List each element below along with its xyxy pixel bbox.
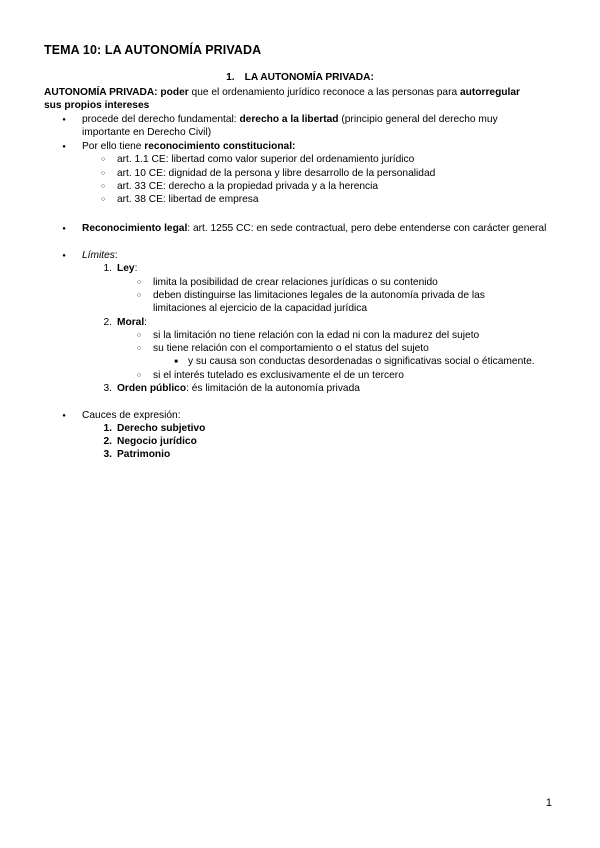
bullet-circle-icon: [134, 329, 144, 343]
list-item: art. 38 CE: libertad de empresa: [117, 194, 259, 205]
limite-label: Moral: [117, 317, 145, 328]
bullet-circle-icon: [98, 167, 108, 181]
list-item: y su causa son conductas desordenadas o significativas social o éticamente.: [188, 356, 535, 367]
list-number: 3.: [103, 449, 112, 460]
section-heading: [0, 72, 600, 83]
intro-text: que el ordenamiento jurídico reconoce a las personas para: [188, 87, 460, 98]
list-item: Derecho subjetivo: [117, 423, 206, 434]
bullet-disc-icon: [59, 222, 69, 237]
bullet-circle-icon: [98, 153, 108, 167]
intro-emphasis: autorregular: [459, 87, 520, 98]
bullet-limites: [82, 249, 118, 262]
bullet-disc-icon: [59, 113, 69, 128]
intro-term: AUTONOMÍA PRIVADA: poder: [44, 87, 189, 98]
list-number: 2.: [103, 317, 112, 328]
section-title: LA AUTONOMÍA PRIVADA:: [244, 72, 374, 83]
bullet-emphasis: derecho a la libertad: [239, 114, 339, 125]
intro-line-2: sus propios intereses: [44, 100, 150, 111]
limite-moral: [117, 316, 147, 329]
limite-orden-publico: [117, 382, 360, 395]
bullet-circle-icon: [134, 276, 144, 290]
bullet-emphasis: Reconocimiento legal: [82, 223, 188, 234]
bullet-constitucional: [82, 140, 295, 153]
list-item: si la limitación no tiene relación con la edad ni con la madurez del sujeto: [153, 330, 480, 341]
list-item: deben distinguirse las limitaciones legales de la autonomía privada de las: [153, 290, 485, 301]
bullet-legal: [82, 222, 546, 235]
bullet-fundamental-line-1: [82, 113, 498, 126]
bullet-circle-icon: [134, 369, 144, 383]
list-item: art. 10 CE: dignidad de la persona y libre desarrollo de la personalidad: [117, 168, 436, 179]
bullet-disc-icon: [59, 409, 69, 424]
bullet-text: : art. 1255 CC: en sede contractual, pero debe entenderse con carácter general: [187, 223, 547, 234]
list-item: art. 1.1 CE: libertad como valor superior del ordenamiento jurídico: [117, 154, 415, 165]
list-item: Negocio jurídico: [117, 436, 197, 447]
bullet-circle-icon: [134, 342, 144, 356]
bullet-text: (principio general del derecho muy: [338, 114, 498, 125]
list-item: Patrimonio: [117, 449, 171, 460]
bullet-cauces: Cauces de expresión:: [82, 410, 181, 421]
list-number: 1.: [103, 263, 112, 274]
limite-label: Orden público: [117, 383, 187, 394]
limite-label: Ley: [117, 263, 135, 274]
bullet-emphasis: reconocimiento constitucional:: [144, 141, 296, 152]
section-number: 1.: [226, 72, 235, 83]
bullet-text: Por ello tiene: [82, 141, 145, 152]
list-number: 1.: [103, 423, 112, 434]
bullet-disc-icon: [59, 249, 69, 264]
limites-colon: :: [114, 250, 118, 261]
list-item: limita la posibilidad de crear relaciones jurídicas o su contenido: [153, 277, 438, 288]
list-item-continuation: limitaciones al ejercicio de la capacidad jurídica: [153, 303, 368, 314]
limites-label: Límites: [82, 250, 115, 261]
bullet-fundamental-line-2: importante en Derecho Civil): [82, 127, 212, 138]
page-title: TEMA 10: LA AUTONOMÍA PRIVADA: [44, 43, 262, 57]
bullet-text: procede del derecho fundamental:: [82, 114, 240, 125]
list-number: 2.: [103, 436, 112, 447]
bullet-circle-icon: [98, 180, 108, 194]
bullet-circle-icon: [134, 289, 144, 303]
bullet-square-icon: [171, 355, 181, 370]
list-item: su tiene relación con el comportamiento o el status del sujeto: [153, 343, 429, 354]
limite-colon: :: [134, 263, 138, 274]
limite-text: : és limitación de la autonomía privada: [186, 383, 360, 394]
limite-colon: :: [144, 317, 148, 328]
list-item: art. 33 CE: derecho a la propiedad privada y a la herencia: [117, 181, 379, 192]
limite-ley: [117, 262, 137, 275]
bullet-circle-icon: [98, 193, 108, 207]
intro-line-1: [44, 86, 520, 99]
list-number: 3.: [103, 383, 112, 394]
list-item: si el interés tutelado es exclusivamente el de un tercero: [153, 370, 404, 381]
bullet-disc-icon: [59, 140, 69, 155]
page-number: 1: [545, 797, 552, 809]
